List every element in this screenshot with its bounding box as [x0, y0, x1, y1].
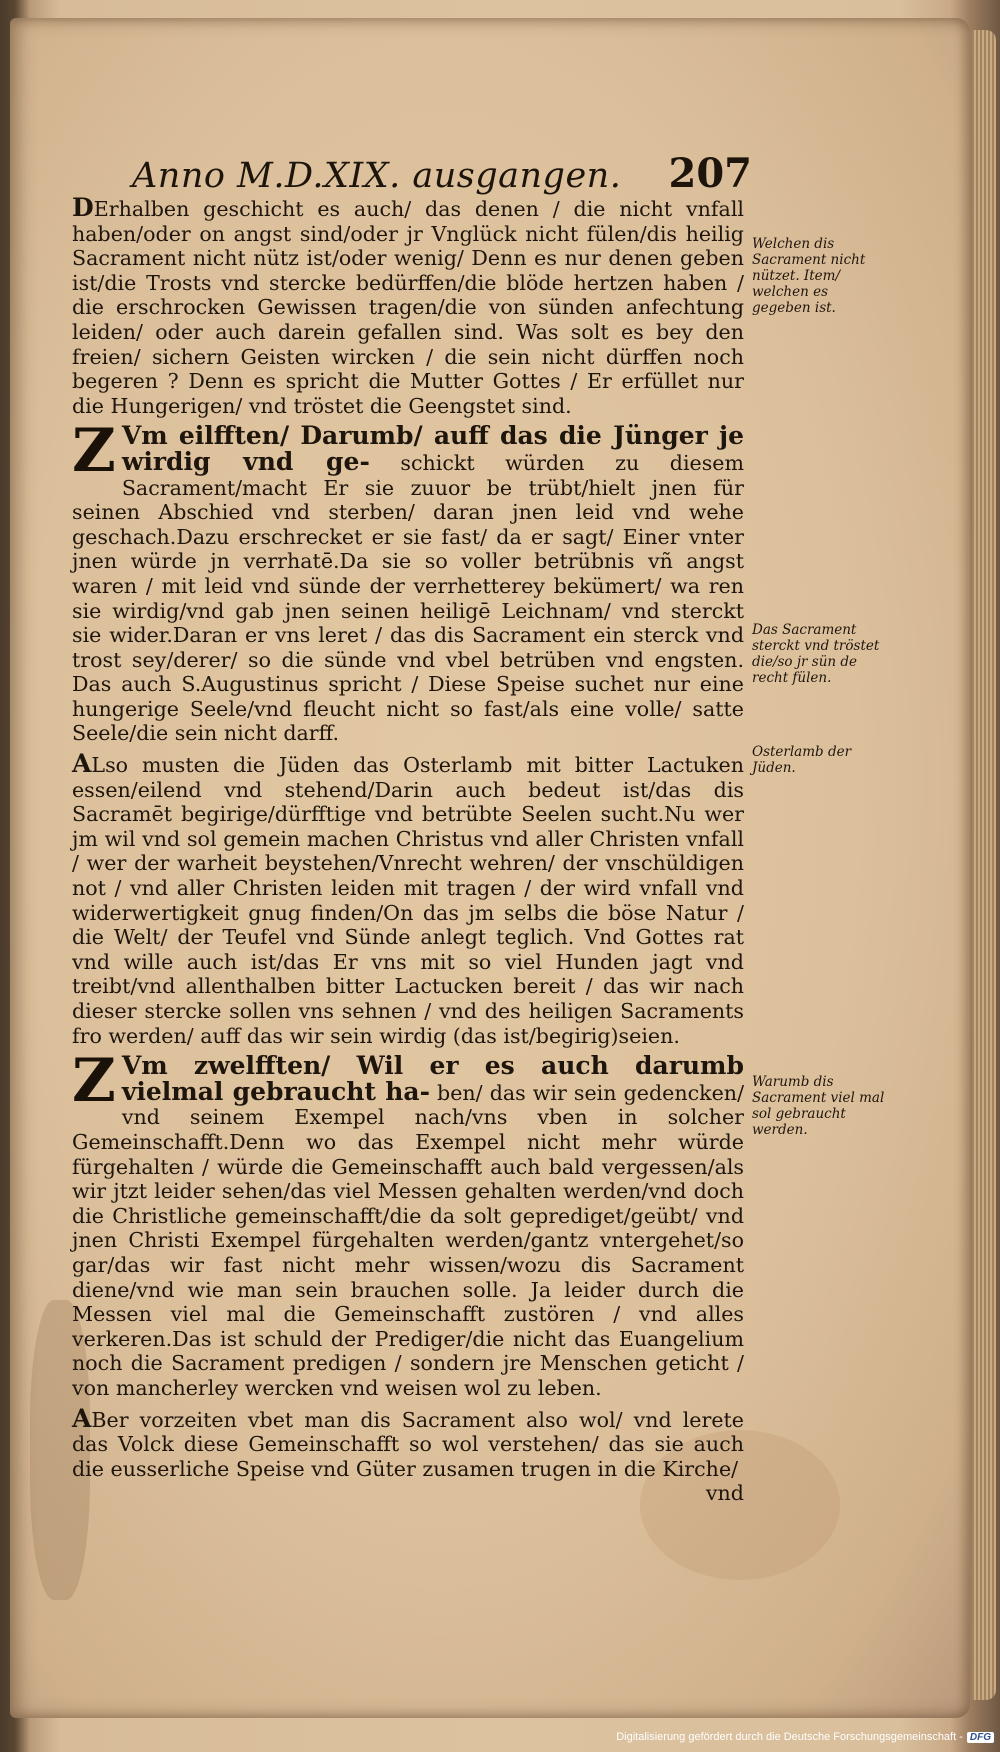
running-head: Anno M.D.XIX. ausgangen. — [132, 156, 622, 196]
marginal-note-1: Welchen dis Sacrament nicht nützet. Item/ welchen es gegeben ist. — [752, 236, 866, 316]
paragraph-text: ben/ das wir sein gedencken/ vnd seinem Exempel nach/vns vben in solcher Gemeinschafft.Denn wo das Exempel nicht mehr würde fürgehalten / würde die Gemeinschafft auch bald vergessen/als wir jtzt leider sehen/das viel Messen gehalten werden/vnd doch die Christliche gemeinschafft/die da solt geprediget/geübt/ vnd jnen Christi Exempel fürgehalten werden/gantz vntergehet/so gar/das wir fast nicht mehr wissen/wozu dis Sacrament diene/vnd wie man sein brauchen solle. Ja leider durch die Messen viel mal die Gemeinschafft zustören / vnd alles verkeren.Das ist schuld der Prediger/die nicht das Euangelium noch die Sacrament predigen / sondern jre Menschen geticht / von mancherley wercken vnd weisen wol zu leben. — [72, 1080, 745, 1400]
paragraph-4 — [72, 1046, 745, 1400]
page-header — [132, 150, 752, 197]
paragraph-5 — [72, 1403, 744, 1482]
paragraph-text: Lso musten die Jüden das Osterlamb mit bitter Lactuken essen/eilend vnd stehend/Darin auch bedeut ist/das dis Sacramēt begirige/dürfftige vnd betrübte Seelen sucht.Nu wer jm wil vnd sol gemein machen Christus vnd aller Christen vnfall / wer der warheit beystehen/Vnrecht wehren/ der vnschüldigen not / vnd aller Christen leiden mit tragen / der wird vnfall vnd widerwertigkeit gnug finden/On das jm selbs die böse Natur / die Welt/ der Teufel vnd Sünde anlegt teglich. Vnd Gottes rat vnd wille auch ist/das Er vns mit so viel Hunden jagt vnd treibt/vnd allenthalben bitter Lactucken bereit / das wir nach dieser stercke sollen vns sehnen / vnd des heiligen Sacraments fro werden/ auff das wir sein wirdig (das ist/begirig)seien. — [72, 753, 744, 1048]
digitization-footer — [616, 1728, 994, 1746]
drop-cap: Z — [72, 1046, 116, 1117]
paragraph-text: Erhalben geschicht es auch/ das denen / die nicht vnfall haben/oder on angst sind/oder jr Vnglück nicht fülen/dis heilig Sacrament nicht nütz ist/oder wenig/ Denn es nur denen geben ist/die Trosts vnd stercke bedürffen/die blöde hertzen haben / die erschrocken Gewissen tragen/die von sünden anfechtung leiden/ oder auch darein gefallen sind. Was solt es bey den freien/ sichern Geisten wircken / die sein nicht dürffen noch begeren ? Denn es spricht die Mutter Gottes / Er erfüllet nur die Hungerigen/ vnd tröstet die Geengstet sind. — [72, 197, 744, 418]
main-text-column — [72, 193, 745, 1506]
initial-letter: A — [72, 1403, 92, 1433]
footer-text: Digitalisierung gefördert durch die Deutsche Forschungsgemeinschaft - — [616, 1731, 963, 1743]
page-edges — [972, 30, 996, 1700]
paragraph-1 — [72, 193, 744, 418]
paragraph-text: schickt würden zu diesem Sacrament/macht Er sie zuuor be trübt/hielt jnen für seinen Abschied vnd sterben/ daran jnen leid vnd wehe geschach.Dazu erschrecket er sie fast/ da er sagt/ Einer vnter jnen würde jn verrhatē.Da sie so voller betrübnis vñ angst waren / mit leid vnd sünde der verrhetterey bekümert/ wa ren sie wirdig/vnd gab jnen seinen heiligē Leichnam/ vnd sterckt sie wider.Daran er vns leret / das dis Sacrament ein sterck vnd trost sey/derer/ so die sünde vnd vbel betrüben vnd engsten. Das auch S.Augustinus spricht / Diese Speise suchet nur eine hungerige Seele/vnd fleucht nicht so fast/als eine volle/ satte Seele/die sein nicht darff. — [72, 450, 745, 746]
paragraph-lead: Vm zwelfften/ Wil er es auch darumb vielmal gebraucht ha- — [121, 1051, 744, 1106]
paragraph-2 — [72, 416, 745, 746]
catchword: vnd — [705, 1481, 744, 1506]
paragraph-lead: Vm eilfften/ Darumb/ auff das die Jünger je wirdig vnd ge- — [121, 421, 744, 476]
page-number: 207 — [668, 150, 752, 197]
initial-letter: D — [72, 193, 94, 222]
marginal-note-3: Osterlamb der Jüden. — [752, 744, 852, 776]
drop-cap: Z — [72, 416, 116, 487]
dfg-logo-icon: DFG — [967, 1732, 994, 1743]
paragraph-3 — [72, 749, 744, 1048]
paragraph-text: Ber vorzeiten vbet man dis Sacrament also wol/ vnd lerete das Volck diese Gemeinschafft so wol verstehen/ das sie auch die eusserliche Speise vnd Güter zusamen trugen in die Kirche/ — [72, 1407, 744, 1481]
marginal-note-4: Warumb dis Sacrament viel mal sol gebraucht werden. — [752, 1074, 885, 1138]
initial-letter: A — [72, 749, 92, 779]
marginal-note-2: Das Sacrament sterckt vnd tröstet die/so jr sün de recht fülen. — [752, 622, 880, 686]
